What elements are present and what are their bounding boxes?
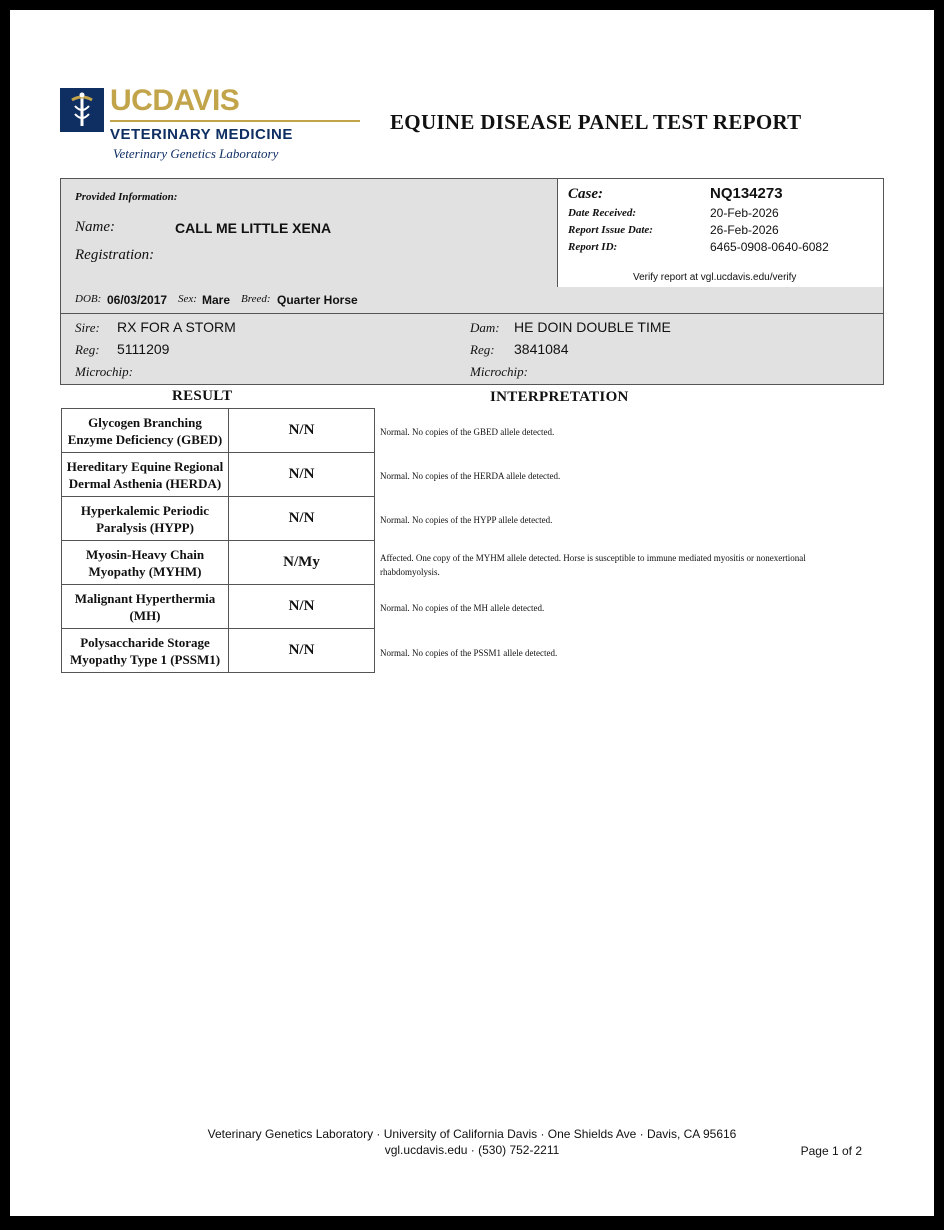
dam-microchip-label: Microchip: (470, 364, 528, 379)
caduceus-seal-icon (60, 88, 104, 132)
interpretation-pssm1: Normal. No copies of the PSSM1 allele detected. (380, 648, 558, 658)
table-row (62, 453, 375, 497)
test-name-line1: Hyperkalemic Periodic (80, 502, 210, 518)
test-name (62, 541, 229, 585)
test-result: N/N (229, 585, 375, 629)
case-number: NQ134273 (710, 185, 783, 202)
test-name-line2: Myopathy Type 1 (PSSM1) (69, 651, 221, 667)
interpretation-column-header: INTERPRETATION (490, 389, 629, 405)
test-name-line2: (MH) (129, 607, 161, 623)
test-name (62, 453, 229, 497)
test-name (62, 497, 229, 541)
test-name (62, 585, 229, 629)
logo-ucdavis-text: UCDAVIS (110, 84, 240, 117)
issue-date-label: Report Issue Date: (568, 224, 653, 236)
test-name-line1: Polysaccharide Storage (80, 634, 210, 650)
test-name-line1: Hereditary Equine Regional (66, 458, 224, 474)
test-result: N/My (229, 541, 375, 585)
name-label: Name: (75, 219, 115, 235)
test-name (62, 629, 229, 673)
issue-date: 26-Feb-2026 (710, 223, 779, 237)
test-name-line2: Paralysis (HYPP) (96, 519, 194, 535)
sire-label: Sire: (75, 320, 100, 335)
case-label: Case: (568, 186, 603, 202)
test-name-line2: Myopathy (MYHM) (88, 563, 202, 579)
sire-name: RX FOR A STORM (117, 319, 236, 335)
table-row (62, 497, 375, 541)
registration-label: Registration: (75, 247, 155, 263)
test-result: N/N (229, 453, 375, 497)
info-box (60, 178, 884, 288)
logo-lab-text: Veterinary Genetics Laboratory (113, 146, 279, 161)
interpretation-hypp: Normal. No copies of the HYPP allele detected. (380, 515, 553, 525)
interpretation-myhm: Affected. One copy of the MYHM allele detected. Horse is susceptible to immune mediated myositis or nonexertional rhabdomyolysis. (380, 553, 806, 577)
case-information (558, 179, 883, 287)
dob-label: DOB: (75, 293, 102, 305)
results-table (61, 408, 375, 673)
dam-reg-label: Reg: (470, 342, 495, 357)
pedigree-section (60, 314, 884, 385)
result-column-header: RESULT (172, 388, 233, 404)
dob-value: 06/03/2017 (107, 293, 168, 307)
date-received-label: Date Received: (568, 207, 637, 219)
logo-vetmed-text: VETERINARY MEDICINE (110, 126, 293, 143)
horse-name: CALL ME LITTLE XENA (175, 220, 332, 236)
interpretation-mh: Normal. No copies of the MH allele detected. (380, 603, 545, 613)
test-name-line1: Myosin-Heavy Chain (85, 546, 205, 562)
date-received: 20-Feb-2026 (710, 206, 779, 220)
report-id-label: Report ID: (568, 241, 618, 253)
test-result: N/N (229, 409, 375, 453)
page-number: Page 1 of 2 (800, 1144, 862, 1158)
test-result: N/N (229, 497, 375, 541)
dam-name: HE DOIN DOUBLE TIME (514, 319, 671, 335)
test-name-line1: Glycogen Branching (88, 414, 202, 430)
footer-address: Veterinary Genetics Laboratory · University of California Davis · One Shields Ave · Davis, CA 95616 (207, 1127, 737, 1141)
test-name (62, 409, 229, 453)
report-title: EQUINE DISEASE PANEL TEST REPORT (390, 110, 802, 134)
dam-reg: 3841084 (514, 341, 569, 357)
table-row (62, 541, 375, 585)
dam-label: Dam: (470, 320, 500, 335)
provided-heading: Provided Information: (75, 191, 178, 203)
animal-details-row (60, 287, 884, 314)
logo-rule (110, 120, 360, 122)
provided-information (61, 179, 558, 287)
sire-reg: 5111209 (117, 341, 170, 357)
sire-microchip-label: Microchip: (75, 364, 133, 379)
breed-value: Quarter Horse (277, 293, 358, 307)
verify-link[interactable]: Verify report at vgl.ucdavis.edu/verify (633, 272, 797, 283)
test-name-line1: Malignant Hyperthermia (74, 590, 216, 606)
table-row (62, 585, 375, 629)
sire-reg-label: Reg: (75, 342, 100, 357)
test-result: N/N (229, 629, 375, 673)
table-row (62, 629, 375, 673)
footer-contact: vgl.ucdavis.edu · (530) 752-2211 (384, 1143, 560, 1157)
test-name-line2: Enzyme Deficiency (GBED) (67, 431, 223, 447)
report-id: 6465-0908-0640-6082 (710, 240, 829, 254)
interpretation-herda: Normal. No copies of the HERDA allele detected. (380, 471, 561, 481)
sex-value: Mare (202, 293, 231, 307)
breed-label: Breed: (241, 293, 271, 305)
ucdavis-logo (60, 84, 320, 168)
table-row (62, 409, 375, 453)
interpretation-gbed: Normal. No copies of the GBED allele detected. (380, 427, 555, 437)
report-page (10, 10, 934, 1216)
test-name-line2: Dermal Asthenia (HERDA) (68, 475, 222, 491)
sex-label: Sex: (178, 293, 197, 305)
